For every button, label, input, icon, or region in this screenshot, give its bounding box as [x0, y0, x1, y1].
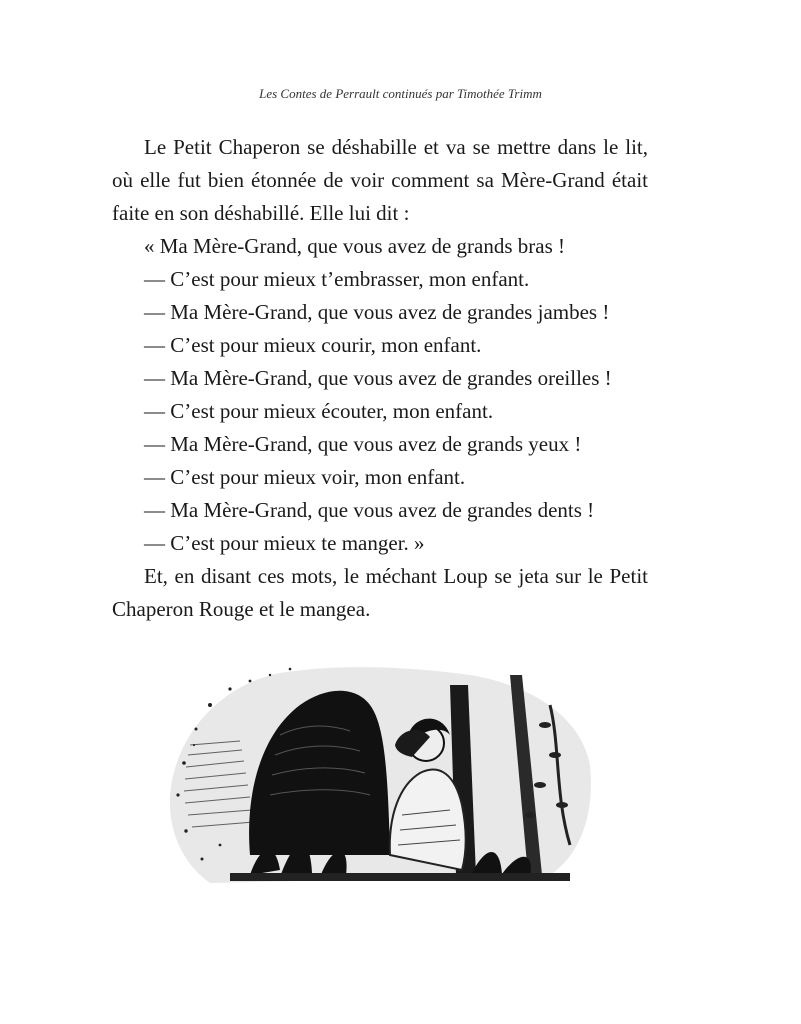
running-header: Les Contes de Perrault continués par Timothée Trimm	[259, 86, 542, 101]
text-line: était faite en son déshabillé. Elle lui dit :	[112, 168, 648, 225]
dialogue-block	[112, 230, 648, 560]
paragraph-intro	[112, 131, 648, 230]
dialogue-line: — C’est pour mieux t’embrasser, mon enfant.	[144, 267, 530, 291]
dialogue-line: — C’est pour mieux écouter, mon enfant.	[144, 399, 494, 423]
dialogue-line: — C’est pour mieux voir, mon enfant.	[144, 465, 466, 489]
dialogue-line: — Ma Mère-Grand, que vous avez de grandes jambes !	[144, 300, 610, 324]
wolf-and-girl-engraving	[150, 645, 600, 895]
dialogue-line: — C’est pour mieux te manger. »	[144, 531, 425, 555]
dialogue-line: — C’est pour mieux courir, mon enfant.	[144, 333, 482, 357]
text-line: lit, où elle fut bien étonnée de voir comment sa Mère-Grand	[112, 135, 649, 192]
dialogue-line: « Ma Mère-Grand, que vous avez de grands bras !	[144, 234, 566, 258]
text-line: Et, en disant ces mots, le méchant Loup se jeta sur le	[144, 564, 603, 588]
paragraph-ending	[112, 560, 648, 626]
text-line: Le Petit Chaperon se déshabille et va se mettre dans le	[144, 135, 619, 159]
dialogue-line: — Ma Mère-Grand, que vous avez de grandes dents !	[144, 498, 595, 522]
body-text	[112, 131, 648, 626]
engraving-illustration	[150, 645, 600, 895]
text-line: Petit Chaperon Rouge et le mangea.	[112, 564, 648, 621]
dialogue-line: — Ma Mère-Grand, que vous avez de grandes oreilles !	[144, 366, 612, 390]
dialogue-line: — Ma Mère-Grand, que vous avez de grands yeux !	[144, 432, 582, 456]
